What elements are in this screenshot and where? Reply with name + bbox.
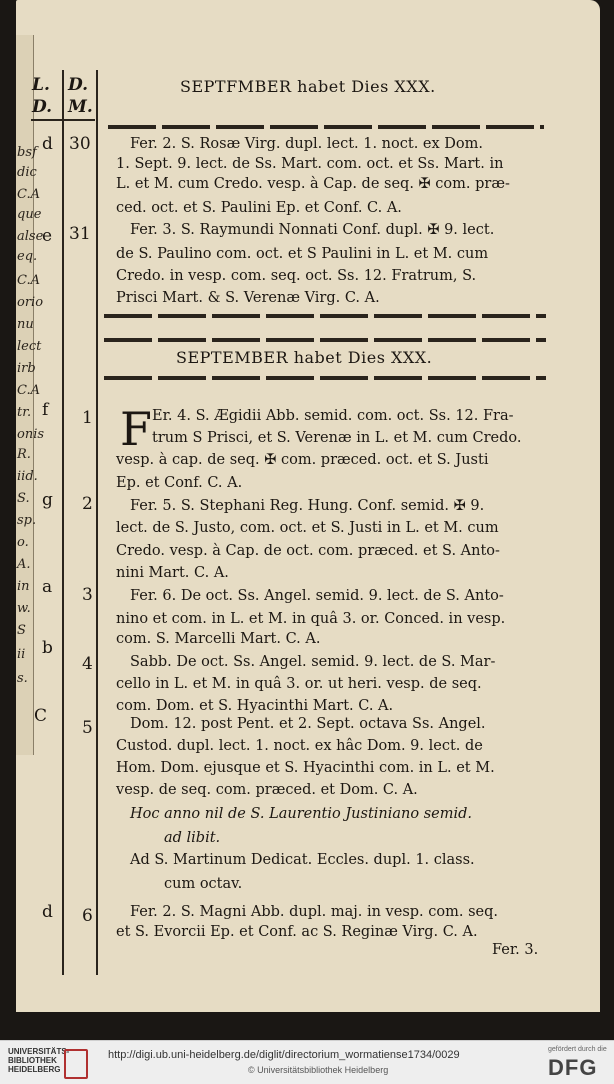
section-title: SEPTEMBER habet Dies XXX. [176,348,433,367]
margin-fragment: o. [17,535,29,550]
margin-fragment: C.A [17,383,41,398]
margin-fragment: irb [17,361,36,376]
page-title: SEPTFMBER habet Dies XXX. [180,77,436,96]
text-line: ced. oct. et S. Paulini Ep. et Conf. C. A. [116,200,402,216]
day-number: 1 [82,408,93,428]
column-header-d: D. [68,75,89,95]
day-number: 2 [82,494,93,514]
text-line: L. et M. cum Credo. vesp. à Cap. de seq. ✠ com. præ- [116,176,510,192]
text-line: Credo. in vesp. com. seq. oct. Ss. 12. Fratrum, S. [116,268,477,284]
text-line: lect. de S. Justo, com. oct. et S. Justi in L. et M. cum [116,520,499,536]
ornamental-rule [104,338,546,342]
margin-fragment: lect [17,339,42,354]
text-line: Ep. et Conf. C. A. [116,475,243,491]
text-line: Custod. dupl. lect. 1. noct. ex hâc Dom. 9. lect. de [116,738,483,754]
text-line: Fer. 5. S. Stephani Reg. Hung. Conf. semid. ✠ 9. [130,498,485,514]
margin-fragment: S [17,623,26,638]
copyright-notice: © Universitätsbibliothek Heidelberg [248,1065,389,1075]
text-line: vesp. à cap. de seq. ✠ com. præced. oct. et S. Justi [116,452,489,468]
margin-fragment: C.A [17,187,41,202]
margin-fragment: s. [17,671,28,686]
margin-fragment: bsf [17,145,37,160]
text-line: cello in L. et M. in quâ 3. or. ut heri. vesp. de seq. [116,676,482,692]
previous-page-edge [16,35,45,755]
library-logo-text: UNIVERSITÄTS- BIBLIOTHEK HEIDELBERG [8,1047,70,1074]
dominical-letter: a [42,577,53,597]
text-line: de S. Paulino com. oct. et S Paulini in L. et M. cum [116,246,489,262]
dominical-letter: f [42,400,49,420]
margin-fragment: sp. [17,513,37,528]
text-line: nini Mart. C. A. [116,565,229,581]
margin-fragment: R. [17,447,31,462]
day-number: 4 [82,654,93,674]
text-line: Hoc anno nil de S. Laurentio Justiniano semid. [130,806,473,822]
permalink-url[interactable]: http://digi.ub.uni-heidelberg.de/diglit/directorium_wormatiense1734/0029 [108,1049,460,1061]
viewer-footer [0,1040,614,1084]
margin-fragment: alse [17,229,44,244]
text-line: Fer. 2. S. Rosæ Virg. dupl. lect. 1. noct. ex Dom. [130,136,483,152]
drop-cap: F [120,402,152,456]
day-number: 3 [82,585,93,605]
margin-fragment: onis [17,427,45,442]
column-header-d2: D. [32,97,53,117]
book-page [16,0,600,1012]
margin-fragment: iid. [17,469,38,484]
margin-fragment: orio [17,295,44,310]
day-number: 6 [82,906,93,926]
text-line: trum S Prisci, et S. Verenæ in L. et M. cum Credo. [152,430,522,446]
margin-fragment: ii [17,647,26,662]
library-logo-icon [64,1049,88,1079]
text-line: Dom. 12. post Pent. et 2. Sept. octava Ss. Angel. [130,716,486,732]
funder-note: gefördert durch die [548,1046,607,1053]
text-line: et S. Evorcii Ep. et Conf. ac S. Reginæ Virg. C. A. [116,924,478,940]
catchword: Fer. 3. [492,942,539,958]
text-line: 1. Sept. 9. lect. de Ss. Mart. com. oct. et Ss. Mart. in [116,156,504,172]
text-line: com. Dom. et S. Hyacinthi Mart. C. A. [116,698,394,714]
day-number: 31 [69,224,91,244]
column-rule-right [96,70,98,975]
text-line: Fer. 6. De oct. Ss. Angel. semid. 9. lect. de S. Anto- [130,588,504,604]
dominical-letter: b [42,638,53,658]
text-line: Sabb. De oct. Ss. Angel. semid. 9. lect. de S. Mar- [130,654,496,670]
header-underline [31,119,95,121]
ornamental-rule [104,314,546,318]
text-line: Fer. 3. S. Raymundi Nonnati Conf. dupl. ✠ 9. lect. [130,222,495,238]
ornamental-rule [108,125,544,129]
day-number: 5 [82,718,93,738]
dfg-logo: DFG [548,1055,598,1080]
text-line: Prisci Mart. & S. Verenæ Virg. C. A. [116,290,380,306]
margin-fragment: eq. [17,249,38,264]
text-line: Credo. vesp. à Cap. de oct. com. præced. et S. Anto- [116,543,500,559]
margin-fragment: C.A [17,273,41,288]
day-number: 30 [69,134,91,154]
text-line: Fer. 2. S. Magni Abb. dupl. maj. in vesp. com. seq. [130,904,498,920]
dominical-letter: e [42,226,53,246]
margin-fragment: S. [17,491,30,506]
dominical-letter: d [42,134,53,154]
ornamental-rule [104,376,546,380]
dominical-letter: C [34,706,48,726]
margin-fragment: tr. [17,405,32,420]
column-header-l: L. [32,75,50,95]
text-line: ad libit. [164,830,221,846]
dominical-letter: d [42,902,53,922]
margin-fragment: dic [17,165,37,180]
margin-fragment: in [17,579,30,594]
dominical-letter: g [42,490,53,510]
text-line: Hom. Dom. ejusque et S. Hyacinthi com. in L. et M. [116,760,495,776]
margin-fragment: nu [17,317,34,332]
text-line: Er. 4. S. Ægidii Abb. semid. com. oct. Ss. 12. Fra- [152,408,514,424]
text-line: com. S. Marcelli Mart. C. A. [116,631,321,647]
margin-fragment: que [17,207,42,222]
text-line: Ad S. Martinum Dedicat. Eccles. dupl. 1. class. [130,852,475,868]
column-rule-left [62,70,64,975]
text-line: nino et com. in L. et M. in quâ 3. or. Conced. in vesp. [116,611,506,627]
margin-fragment: A. [17,557,31,572]
margin-fragment: w. [17,601,31,616]
column-header-m: M. [68,97,93,117]
text-line: cum octav. [164,876,243,892]
text-line: vesp. de seq. com. præced. et Dom. C. A. [116,782,418,798]
